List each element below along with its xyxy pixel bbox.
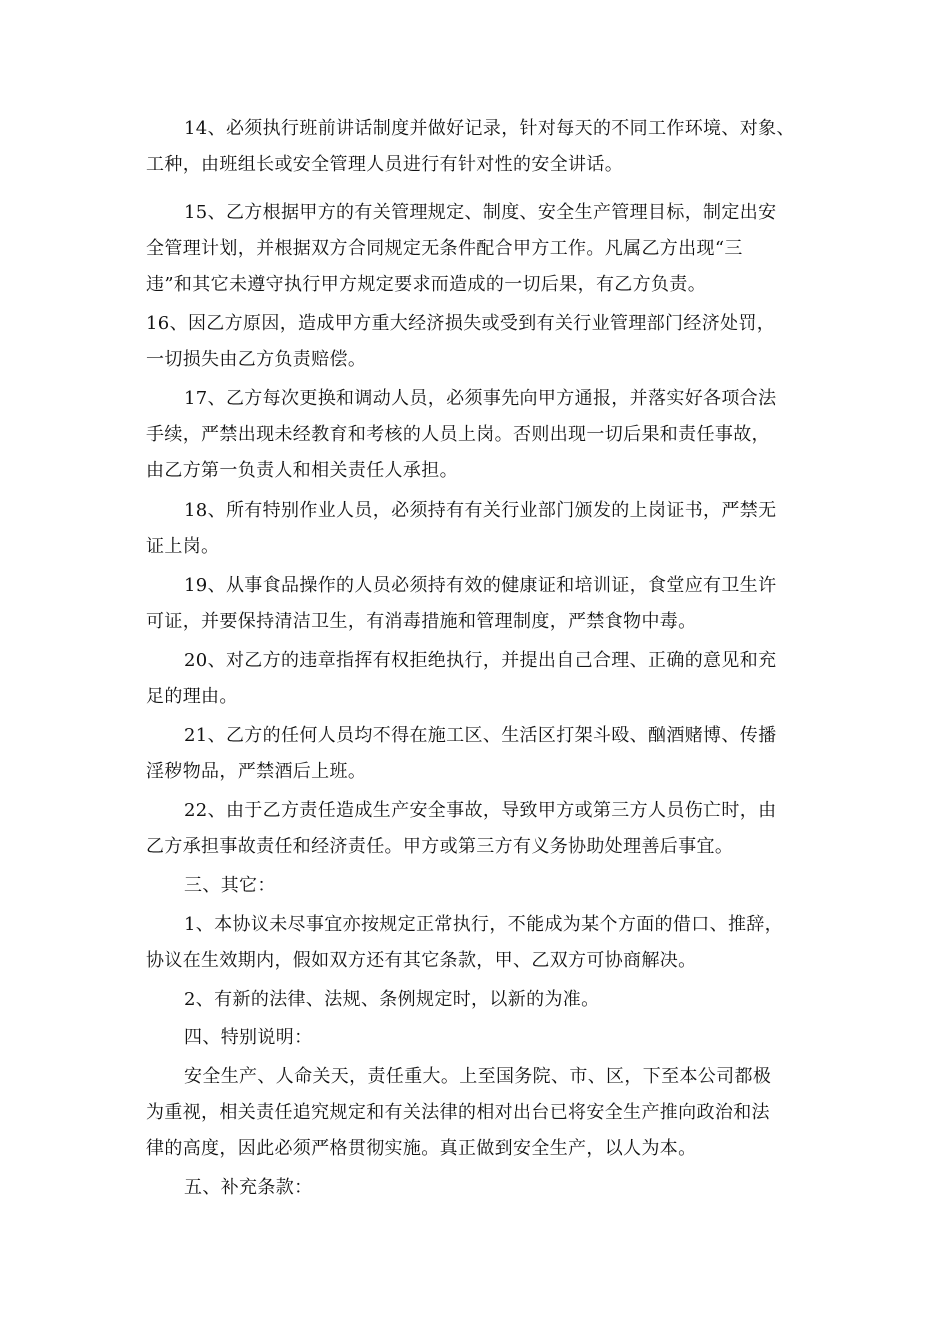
clause-17-line-1: 17、乙方每次更换和调动人员，必须事先向甲方通报，并落实好各项合法 xyxy=(184,388,777,409)
section-heading-other: 三、其它： xyxy=(184,875,276,896)
clause-14-line-2: 工种，由班组长或安全管理人员进行有针对性的安全讲话。 xyxy=(146,154,624,175)
other-item-2: 2、有新的法律、法规、条例规定时，以新的为准。 xyxy=(184,989,600,1010)
clause-18-line-2: 证上岗。 xyxy=(146,536,220,557)
special-note-line-2: 为重视，相关责任追究规定和有关法律的相对出台已将安全生产推向政治和法 xyxy=(146,1102,770,1123)
other-item-1-line-1: 1、本协议未尽事宜亦按规定正常执行，不能成为某个方面的借口、推辞， xyxy=(184,914,783,935)
clause-15-line-3: 违”和其它未遵守执行甲方规定要求而造成的一切后果，有乙方负责。 xyxy=(146,274,707,295)
special-note-line-1: 安全生产、人命关天，责任重大。上至国务院、市、区，下至本公司都极 xyxy=(184,1066,772,1087)
clause-15-line-2: 全管理计划，并根据双方合同规定无条件配合甲方工作。凡属乙方出现“三 xyxy=(146,238,743,259)
clause-20-line-1: 20、对乙方的违章指挥有权拒绝执行，并提出自己合理、正确的意见和充 xyxy=(184,650,777,671)
other-item-1-line-2: 协议在生效期内，假如双方还有其它条款，甲、乙双方可协商解决。 xyxy=(146,950,697,971)
clause-16-line-1: 16、因乙方原因，造成甲方重大经济损失或受到有关行业管理部门经济处罚， xyxy=(146,313,776,334)
clause-17-line-2: 手续，严禁出现未经教育和考核的人员上岗。否则出现一切后果和责任事故， xyxy=(146,424,770,445)
clause-16-line-2: 一切损失由乙方负责赔偿。 xyxy=(146,349,367,370)
clause-19-line-2: 可证，并要保持清洁卫生，有消毒措施和管理制度，严禁食物中毒。 xyxy=(146,611,697,632)
clause-18-line-1: 18、所有特别作业人员，必须持有有关行业部门颁发的上岗证书，严禁无 xyxy=(184,500,777,521)
special-note-line-3: 律的高度，因此必须严格贯彻实施。真正做到安全生产，以人为本。 xyxy=(146,1138,697,1159)
clause-22-line-1: 22、由于乙方责任造成生产安全事故，导致甲方或第三方人员伤亡时，由 xyxy=(184,800,777,821)
clause-19-line-1: 19、从事食品操作的人员必须持有效的健康证和培训证，食堂应有卫生许 xyxy=(184,575,777,596)
section-heading-special-note: 四、特别说明： xyxy=(184,1027,313,1048)
clause-17-line-3: 由乙方第一负责人和相关责任人承担。 xyxy=(146,460,458,481)
section-heading-supplementary: 五、补充条款： xyxy=(184,1177,313,1198)
clause-22-line-2: 乙方承担事故责任和经济责任。甲方或第三方有义务协助处理善后事宜。 xyxy=(146,836,734,857)
clause-21-line-2: 淫秽物品，严禁酒后上班。 xyxy=(146,761,367,782)
clause-21-line-1: 21、乙方的任何人员均不得在施工区、生活区打架斗殴、酗酒赌博、传播 xyxy=(184,725,777,746)
clause-15-line-1: 15、乙方根据甲方的有关管理规定、制度、安全生产管理目标，制定出安 xyxy=(184,202,777,223)
clause-14-line-1: 14、必须执行班前讲话制度并做好记录，针对每天的不同工作环境、对象、 xyxy=(184,118,795,139)
clause-20-line-2: 足的理由。 xyxy=(146,686,238,707)
